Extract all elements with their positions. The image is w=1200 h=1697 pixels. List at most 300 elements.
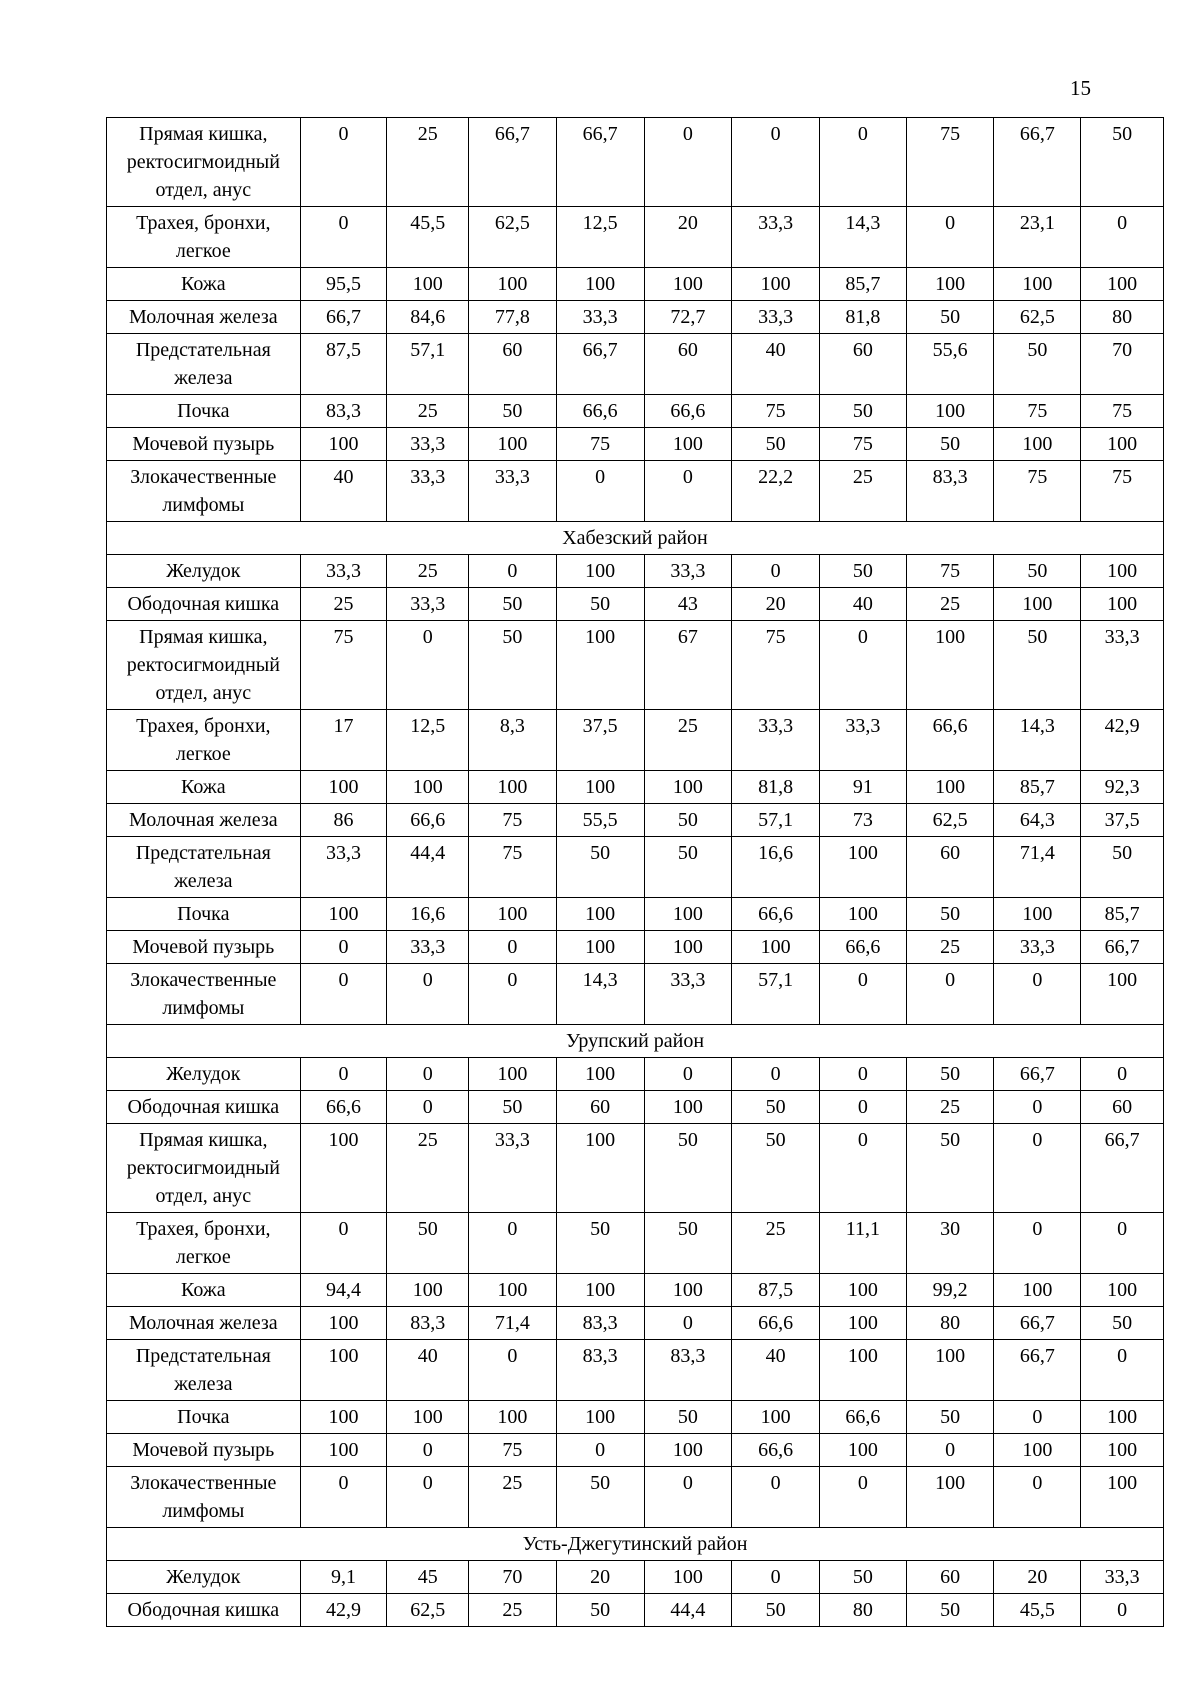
value-cell: 0 xyxy=(556,461,644,522)
value-cell: 100 xyxy=(556,555,644,588)
value-cell: 14,3 xyxy=(820,207,907,268)
value-cell: 50 xyxy=(906,428,994,461)
value-cell: 100 xyxy=(644,1274,732,1307)
value-cell: 50 xyxy=(994,334,1081,395)
value-cell: 25 xyxy=(300,588,387,621)
row-label: Злокачественные лимфомы xyxy=(107,1467,301,1528)
row-label: Мочевой пузырь xyxy=(107,428,301,461)
value-cell: 100 xyxy=(644,931,732,964)
value-cell: 100 xyxy=(556,621,644,710)
value-cell: 100 xyxy=(906,268,994,301)
value-cell: 66,7 xyxy=(469,118,557,207)
value-cell: 25 xyxy=(820,461,907,522)
value-cell: 84,6 xyxy=(387,301,469,334)
region-heading: Урупский район xyxy=(107,1025,1164,1058)
value-cell: 33,3 xyxy=(300,837,387,898)
value-cell: 66,7 xyxy=(994,1307,1081,1340)
value-cell: 0 xyxy=(994,1091,1081,1124)
value-cell: 100 xyxy=(469,1058,557,1091)
value-cell: 50 xyxy=(906,1594,994,1627)
value-cell: 25 xyxy=(906,1091,994,1124)
value-cell: 85,7 xyxy=(820,268,907,301)
value-cell: 0 xyxy=(469,964,557,1025)
value-cell: 0 xyxy=(300,118,387,207)
value-cell: 100 xyxy=(469,428,557,461)
table-row xyxy=(107,1213,1164,1274)
row-label: Кожа xyxy=(107,771,301,804)
value-cell: 50 xyxy=(556,837,644,898)
value-cell: 100 xyxy=(1081,588,1164,621)
value-cell: 50 xyxy=(556,1594,644,1627)
value-cell: 100 xyxy=(644,1091,732,1124)
value-cell: 14,3 xyxy=(556,964,644,1025)
value-cell: 25 xyxy=(387,555,469,588)
value-cell: 25 xyxy=(469,1594,557,1627)
value-cell: 75 xyxy=(469,804,557,837)
value-cell: 100 xyxy=(644,1561,732,1594)
value-cell: 57,1 xyxy=(732,964,820,1025)
table-row xyxy=(107,621,1164,710)
value-cell: 25 xyxy=(906,588,994,621)
value-cell: 94,4 xyxy=(300,1274,387,1307)
table-row xyxy=(107,1434,1164,1467)
value-cell: 33,3 xyxy=(556,301,644,334)
row-label: Предстательная железа xyxy=(107,1340,301,1401)
value-cell: 100 xyxy=(300,1340,387,1401)
value-cell: 100 xyxy=(820,1340,907,1401)
value-cell: 50 xyxy=(644,1401,732,1434)
value-cell: 71,4 xyxy=(469,1307,557,1340)
value-cell: 50 xyxy=(556,588,644,621)
value-cell: 33,3 xyxy=(387,428,469,461)
table-row xyxy=(107,1124,1164,1213)
value-cell: 91 xyxy=(820,771,907,804)
table-row xyxy=(107,898,1164,931)
value-cell: 0 xyxy=(732,1467,820,1528)
value-cell: 0 xyxy=(732,555,820,588)
value-cell: 77,8 xyxy=(469,301,557,334)
value-cell: 83,3 xyxy=(556,1340,644,1401)
row-label: Почка xyxy=(107,1401,301,1434)
value-cell: 50 xyxy=(644,804,732,837)
value-cell: 100 xyxy=(906,1340,994,1401)
value-cell: 0 xyxy=(732,1058,820,1091)
value-cell: 17 xyxy=(300,710,387,771)
row-label: Злокачественные лимфомы xyxy=(107,964,301,1025)
value-cell: 75 xyxy=(556,428,644,461)
row-label: Ободочная кишка xyxy=(107,1594,301,1627)
value-cell: 0 xyxy=(820,1058,907,1091)
value-cell: 100 xyxy=(994,268,1081,301)
table-row xyxy=(107,1307,1164,1340)
value-cell: 45,5 xyxy=(994,1594,1081,1627)
value-cell: 60 xyxy=(556,1091,644,1124)
value-cell: 100 xyxy=(732,931,820,964)
value-cell: 100 xyxy=(906,1467,994,1528)
value-cell: 100 xyxy=(556,1124,644,1213)
value-cell: 50 xyxy=(994,621,1081,710)
region-heading: Усть-Джегутинский район xyxy=(107,1528,1164,1561)
value-cell: 45,5 xyxy=(387,207,469,268)
value-cell: 62,5 xyxy=(469,207,557,268)
row-label: Почка xyxy=(107,395,301,428)
row-label: Кожа xyxy=(107,268,301,301)
value-cell: 100 xyxy=(994,1434,1081,1467)
value-cell: 44,4 xyxy=(644,1594,732,1627)
row-label: Молочная железа xyxy=(107,301,301,334)
value-cell: 86 xyxy=(300,804,387,837)
value-cell: 0 xyxy=(644,118,732,207)
value-cell: 0 xyxy=(469,931,557,964)
value-cell: 75 xyxy=(1081,461,1164,522)
value-cell: 0 xyxy=(994,964,1081,1025)
value-cell: 0 xyxy=(1081,1213,1164,1274)
value-cell: 100 xyxy=(644,771,732,804)
value-cell: 80 xyxy=(1081,301,1164,334)
value-cell: 50 xyxy=(820,1561,907,1594)
value-cell: 30 xyxy=(906,1213,994,1274)
value-cell: 100 xyxy=(387,771,469,804)
value-cell: 43 xyxy=(644,588,732,621)
value-cell: 0 xyxy=(300,964,387,1025)
value-cell: 100 xyxy=(644,1434,732,1467)
value-cell: 20 xyxy=(732,588,820,621)
value-cell: 14,3 xyxy=(994,710,1081,771)
row-label: Трахея, бронхи, легкое xyxy=(107,1213,301,1274)
value-cell: 0 xyxy=(994,1213,1081,1274)
table-row xyxy=(107,555,1164,588)
value-cell: 25 xyxy=(644,710,732,771)
value-cell: 100 xyxy=(994,898,1081,931)
table-row xyxy=(107,588,1164,621)
value-cell: 50 xyxy=(387,1213,469,1274)
row-label: Желудок xyxy=(107,1058,301,1091)
value-cell: 0 xyxy=(387,1091,469,1124)
value-cell: 0 xyxy=(1081,207,1164,268)
value-cell: 87,5 xyxy=(300,334,387,395)
value-cell: 50 xyxy=(1081,118,1164,207)
row-label: Злокачественные лимфомы xyxy=(107,461,301,522)
table-row xyxy=(107,395,1164,428)
row-label: Прямая кишка, ректосигмоидный отдел, анус xyxy=(107,118,301,207)
value-cell: 100 xyxy=(644,268,732,301)
value-cell: 0 xyxy=(732,118,820,207)
value-cell: 100 xyxy=(556,898,644,931)
value-cell: 66,7 xyxy=(994,1340,1081,1401)
value-cell: 0 xyxy=(644,461,732,522)
value-cell: 100 xyxy=(1081,1274,1164,1307)
value-cell: 81,8 xyxy=(820,301,907,334)
value-cell: 33,3 xyxy=(387,931,469,964)
value-cell: 95,5 xyxy=(300,268,387,301)
value-cell: 66,7 xyxy=(994,118,1081,207)
value-cell: 100 xyxy=(469,1401,557,1434)
value-cell: 72,7 xyxy=(644,301,732,334)
value-cell: 0 xyxy=(820,118,907,207)
table-row xyxy=(107,207,1164,268)
value-cell: 9,1 xyxy=(300,1561,387,1594)
value-cell: 80 xyxy=(906,1307,994,1340)
value-cell: 16,6 xyxy=(387,898,469,931)
value-cell: 80 xyxy=(820,1594,907,1627)
value-cell: 0 xyxy=(387,964,469,1025)
value-cell: 66,7 xyxy=(556,118,644,207)
value-cell: 11,1 xyxy=(820,1213,907,1274)
value-cell: 33,3 xyxy=(1081,621,1164,710)
table-row xyxy=(107,118,1164,207)
value-cell: 0 xyxy=(469,1213,557,1274)
value-cell: 100 xyxy=(644,428,732,461)
value-cell: 100 xyxy=(556,268,644,301)
value-cell: 50 xyxy=(644,837,732,898)
value-cell: 81,8 xyxy=(732,771,820,804)
value-cell: 62,5 xyxy=(994,301,1081,334)
row-label: Трахея, бронхи, легкое xyxy=(107,207,301,268)
table-row xyxy=(107,837,1164,898)
value-cell: 100 xyxy=(556,1058,644,1091)
value-cell: 70 xyxy=(1081,334,1164,395)
value-cell: 66,7 xyxy=(556,334,644,395)
table-row xyxy=(107,461,1164,522)
value-cell: 100 xyxy=(556,771,644,804)
value-cell: 100 xyxy=(556,1401,644,1434)
value-cell: 37,5 xyxy=(1081,804,1164,837)
value-cell: 60 xyxy=(906,837,994,898)
value-cell: 100 xyxy=(1081,428,1164,461)
value-cell: 50 xyxy=(644,1213,732,1274)
value-cell: 25 xyxy=(906,931,994,964)
value-cell: 66,6 xyxy=(820,1401,907,1434)
table-row xyxy=(107,1091,1164,1124)
incidence-table xyxy=(106,117,1164,1627)
value-cell: 100 xyxy=(469,898,557,931)
value-cell: 0 xyxy=(1081,1594,1164,1627)
value-cell: 45 xyxy=(387,1561,469,1594)
value-cell: 55,5 xyxy=(556,804,644,837)
value-cell: 33,3 xyxy=(387,588,469,621)
value-cell: 23,1 xyxy=(994,207,1081,268)
row-label: Желудок xyxy=(107,1561,301,1594)
value-cell: 100 xyxy=(820,1274,907,1307)
value-cell: 60 xyxy=(820,334,907,395)
value-cell: 0 xyxy=(994,1401,1081,1434)
table-row xyxy=(107,1340,1164,1401)
value-cell: 75 xyxy=(732,621,820,710)
value-cell: 0 xyxy=(820,1124,907,1213)
value-cell: 75 xyxy=(906,118,994,207)
value-cell: 62,5 xyxy=(387,1594,469,1627)
value-cell: 75 xyxy=(732,395,820,428)
value-cell: 0 xyxy=(387,1058,469,1091)
value-cell: 99,2 xyxy=(906,1274,994,1307)
value-cell: 100 xyxy=(387,268,469,301)
value-cell: 44,4 xyxy=(387,837,469,898)
value-cell: 20 xyxy=(994,1561,1081,1594)
value-cell: 40 xyxy=(387,1340,469,1401)
value-cell: 100 xyxy=(469,268,557,301)
table-row xyxy=(107,268,1164,301)
value-cell: 100 xyxy=(387,1274,469,1307)
table-row xyxy=(107,334,1164,395)
value-cell: 0 xyxy=(300,207,387,268)
row-label: Предстательная железа xyxy=(107,837,301,898)
table-row xyxy=(107,1561,1164,1594)
row-label: Мочевой пузырь xyxy=(107,1434,301,1467)
value-cell: 0 xyxy=(820,1467,907,1528)
row-label: Мочевой пузырь xyxy=(107,931,301,964)
value-cell: 66,7 xyxy=(994,1058,1081,1091)
table-row xyxy=(107,804,1164,837)
value-cell: 67 xyxy=(644,621,732,710)
section-header-row xyxy=(107,522,1164,555)
value-cell: 75 xyxy=(820,428,907,461)
value-cell: 0 xyxy=(820,621,907,710)
value-cell: 25 xyxy=(387,395,469,428)
value-cell: 50 xyxy=(644,1124,732,1213)
value-cell: 66,7 xyxy=(1081,1124,1164,1213)
value-cell: 100 xyxy=(906,621,994,710)
value-cell: 66,6 xyxy=(556,395,644,428)
page-number: 15 xyxy=(1070,76,1091,100)
value-cell: 75 xyxy=(469,837,557,898)
value-cell: 33,3 xyxy=(300,555,387,588)
row-label: Ободочная кишка xyxy=(107,588,301,621)
value-cell: 40 xyxy=(732,334,820,395)
value-cell: 75 xyxy=(1081,395,1164,428)
row-label: Молочная железа xyxy=(107,1307,301,1340)
value-cell: 0 xyxy=(300,931,387,964)
table-row xyxy=(107,1274,1164,1307)
value-cell: 0 xyxy=(644,1058,732,1091)
value-cell: 100 xyxy=(300,428,387,461)
row-label: Кожа xyxy=(107,1274,301,1307)
value-cell: 20 xyxy=(556,1561,644,1594)
value-cell: 0 xyxy=(1081,1058,1164,1091)
value-cell: 50 xyxy=(906,301,994,334)
value-cell: 83,3 xyxy=(644,1340,732,1401)
table-row xyxy=(107,1467,1164,1528)
value-cell: 100 xyxy=(469,1274,557,1307)
table-row xyxy=(107,710,1164,771)
value-cell: 100 xyxy=(994,588,1081,621)
value-cell: 100 xyxy=(1081,1401,1164,1434)
value-cell: 50 xyxy=(906,1058,994,1091)
value-cell: 50 xyxy=(906,898,994,931)
table-body xyxy=(107,118,1164,1627)
value-cell: 100 xyxy=(820,898,907,931)
value-cell: 25 xyxy=(732,1213,820,1274)
value-cell: 100 xyxy=(556,931,644,964)
value-cell: 50 xyxy=(469,621,557,710)
value-cell: 33,3 xyxy=(732,710,820,771)
table-row xyxy=(107,1058,1164,1091)
value-cell: 75 xyxy=(469,1434,557,1467)
value-cell: 50 xyxy=(732,1091,820,1124)
value-cell: 100 xyxy=(1081,555,1164,588)
value-cell: 0 xyxy=(644,1467,732,1528)
value-cell: 0 xyxy=(556,1434,644,1467)
value-cell: 66,6 xyxy=(644,395,732,428)
value-cell: 0 xyxy=(469,1340,557,1401)
value-cell: 100 xyxy=(300,771,387,804)
value-cell: 62,5 xyxy=(906,804,994,837)
value-cell: 42,9 xyxy=(1081,710,1164,771)
value-cell: 83,3 xyxy=(906,461,994,522)
value-cell: 0 xyxy=(994,1124,1081,1213)
value-cell: 66,6 xyxy=(300,1091,387,1124)
value-cell: 100 xyxy=(820,1434,907,1467)
table-row xyxy=(107,964,1164,1025)
value-cell: 71,4 xyxy=(994,837,1081,898)
value-cell: 0 xyxy=(906,1434,994,1467)
value-cell: 60 xyxy=(906,1561,994,1594)
value-cell: 50 xyxy=(820,395,907,428)
value-cell: 16,6 xyxy=(732,837,820,898)
row-label: Трахея, бронхи, легкое xyxy=(107,710,301,771)
value-cell: 33,3 xyxy=(1081,1561,1164,1594)
value-cell: 57,1 xyxy=(387,334,469,395)
table-row xyxy=(107,1401,1164,1434)
value-cell: 0 xyxy=(1081,1340,1164,1401)
value-cell: 0 xyxy=(906,207,994,268)
value-cell: 0 xyxy=(469,555,557,588)
value-cell: 50 xyxy=(556,1213,644,1274)
value-cell: 70 xyxy=(469,1561,557,1594)
value-cell: 0 xyxy=(820,1091,907,1124)
value-cell: 100 xyxy=(732,1401,820,1434)
table-row xyxy=(107,428,1164,461)
value-cell: 37,5 xyxy=(556,710,644,771)
table-row xyxy=(107,771,1164,804)
value-cell: 50 xyxy=(469,395,557,428)
value-cell: 50 xyxy=(906,1401,994,1434)
value-cell: 100 xyxy=(300,1124,387,1213)
value-cell: 0 xyxy=(387,1467,469,1528)
value-cell: 33,3 xyxy=(387,461,469,522)
value-cell: 66,6 xyxy=(732,1307,820,1340)
value-cell: 100 xyxy=(300,1307,387,1340)
value-cell: 83,3 xyxy=(556,1307,644,1340)
value-cell: 100 xyxy=(469,771,557,804)
value-cell: 25 xyxy=(387,118,469,207)
value-cell: 40 xyxy=(820,588,907,621)
value-cell: 33,3 xyxy=(732,207,820,268)
value-cell: 0 xyxy=(820,964,907,1025)
value-cell: 33,3 xyxy=(469,461,557,522)
value-cell: 75 xyxy=(994,395,1081,428)
value-cell: 100 xyxy=(300,1434,387,1467)
value-cell: 0 xyxy=(300,1058,387,1091)
value-cell: 50 xyxy=(469,588,557,621)
value-cell: 100 xyxy=(300,1401,387,1434)
value-cell: 50 xyxy=(820,555,907,588)
value-cell: 55,6 xyxy=(906,334,994,395)
value-cell: 0 xyxy=(644,1307,732,1340)
value-cell: 25 xyxy=(469,1467,557,1528)
value-cell: 75 xyxy=(906,555,994,588)
value-cell: 100 xyxy=(387,1401,469,1434)
row-label: Молочная железа xyxy=(107,804,301,837)
value-cell: 60 xyxy=(469,334,557,395)
value-cell: 33,3 xyxy=(732,301,820,334)
value-cell: 100 xyxy=(1081,964,1164,1025)
row-label: Желудок xyxy=(107,555,301,588)
value-cell: 25 xyxy=(387,1124,469,1213)
value-cell: 66,6 xyxy=(387,804,469,837)
value-cell: 0 xyxy=(906,964,994,1025)
value-cell: 66,6 xyxy=(906,710,994,771)
value-cell: 66,6 xyxy=(732,1434,820,1467)
